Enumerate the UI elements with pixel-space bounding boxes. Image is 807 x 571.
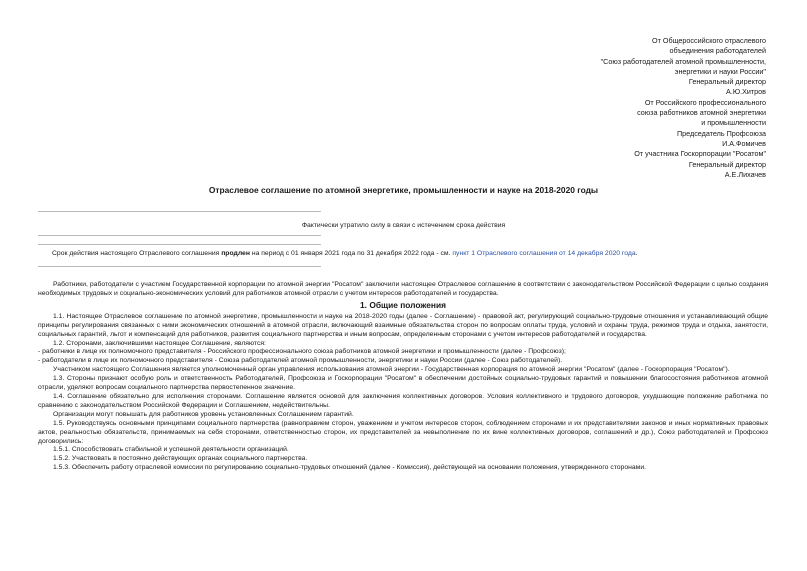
extension-text: . <box>635 250 638 257</box>
approval-line: и промышленности <box>701 118 766 128</box>
divider <box>38 235 321 236</box>
status-note: Фактически утратило силу в связи с истечением срока действия <box>301 222 506 229</box>
document-title: Отраслевое соглашение по атомной энергетике, промышленности и науке на 2018-2020 годы <box>208 185 599 195</box>
extension-bold: продлен <box>221 250 250 257</box>
paragraph: Участником настоящего Соглашения является уполномоченный орган управления использования атомной энергии - Государственная корпорация по атомной энергии "Росатом" (далее - Госкорпорация "Росатом"). <box>53 366 730 374</box>
approval-line: объединения работодателей <box>669 46 766 56</box>
paragraph: 1.2. Сторонами, заключившими настоящее Соглашение, являются: <box>53 339 266 347</box>
approval-line: "Союз работодателей атомной промышленности, <box>600 56 766 66</box>
approval-line: И.А.Фомичев <box>722 138 766 148</box>
approval-signatures <box>536 36 766 180</box>
divider <box>38 266 321 267</box>
extension-note <box>52 250 638 257</box>
approval-line: Генеральный директор <box>688 159 766 169</box>
approval-line: энергетики и науки России" <box>674 66 766 76</box>
paragraph: 1.5.2. Участвовать в постоянно действующих органах социального партнерства. <box>53 455 308 463</box>
approval-line: Председатель Профсоюза <box>677 128 766 138</box>
approval-line: От участника Госкорпорации "Росатом" <box>634 149 766 159</box>
paragraph: 1.5. Руководствуясь основными принципами социального партнерства (равноправием сторон, уважением и учетом интересов сторон, соблюдением сторонами и их представителями законов и иных нормативных правовых актов, реальностью обязательств, принимаемых на себя сторонами, ответственностью сторон, их представителей за невыполнение по их вине коллективных договоров, соглашений и др.), Союз работодателей и Профсоюз договорились: <box>38 419 768 445</box>
approval-line: союза работников атомной энергетики <box>637 108 766 118</box>
approval-line: Генеральный директор <box>688 77 766 87</box>
extension-text: на период с 01 января 2021 года по 31 декабря 2022 года - см. <box>249 250 453 257</box>
divider <box>38 211 321 212</box>
paragraph: 1.5.1. Способствовать стабильной и успешной деятельности организаций. <box>53 446 289 454</box>
paragraph: - работники в лице их полномочного представителя - Российского профессионального союза работников атомной энергетики и промышленности (далее - Профсоюз); <box>38 348 566 356</box>
approval-line: А.Ю.Хитров <box>726 87 766 97</box>
approval-line: От Общероссийского отраслевого <box>651 36 766 45</box>
paragraph: 1.1. Настоящее Отраслевое соглашение по атомной энергетике, промышленности и науке на 2018-2020 годы (далее - Соглашение) - правовой акт, регулирующий социально-трудовые отношения и устанавливающий общие принципы регулирования связанных с ними экономических отношений в атомной отрасли, включающий взаимные обязательства сторон по вопросам оплаты труда, условий и охраны труда, режимов труда и отдыха, занятости, социальных гарантий, льгот и компенсаций для работников, развития социального партнерства и иным вопросам, определенным сторонами с учетом интересов работодателей и государства. <box>38 312 768 338</box>
paragraph: 1.5.3. Обеспечить работу отраслевой комиссии по регулированию социально-трудовых отношений (далее - Комиссия), действующей на основании положения, утвержденного сторонами. <box>53 464 647 472</box>
document-body <box>38 281 768 473</box>
preamble: Работники, работодатели с участием Государственной корпорации по атомной энергии "Росатом" заключили настоящее Отраслевое соглашение в соответствии с законодательством Российской Федерации с целью создания необходимых трудовых и социально-экономических условий для работников атомной отрасли с учетом интересов работодателей и государства. <box>38 281 768 297</box>
paragraph: Организации могут повышать для работников уровень установленных Соглашением гарантий. <box>53 410 354 418</box>
section-title: 1. Общие положения <box>360 299 446 310</box>
paragraph: 1.4. Соглашение обязательно для исполнения сторонами. Соглашение является основой для заключения коллективных договоров. Условия коллективного и трудового договоров, ухудшающие положение работника по сравнению с законодательством Российской Федерации и Соглашением, недействительны. <box>38 392 768 409</box>
divider <box>38 244 321 245</box>
approval-line: От Российского профессионального <box>644 97 766 107</box>
extension-link[interactable]: пункт 1 Отраслевого соглашения от 14 декабря 2020 года <box>452 250 636 257</box>
approval-line: А.Е.Лихачев <box>724 169 766 179</box>
extension-text: Срок действия настоящего Отраслевого соглашения <box>52 250 222 257</box>
paragraph: - работодатели в лице их полномочного представителя - Союза работодателей атомной промышленности, энергетики и науки России (далее - Союз работодателей). <box>38 357 563 365</box>
paragraph: 1.3. Стороны признают особую роль и ответственность Работодателей, Профсоюза и Госкорпорации "Росатом" в обеспечении достойных социально-трудовых гарантий и повышении благосостояния работников атомной отрасли, уделяют вопросам социального партнерства первостепенное значение. <box>38 375 768 392</box>
